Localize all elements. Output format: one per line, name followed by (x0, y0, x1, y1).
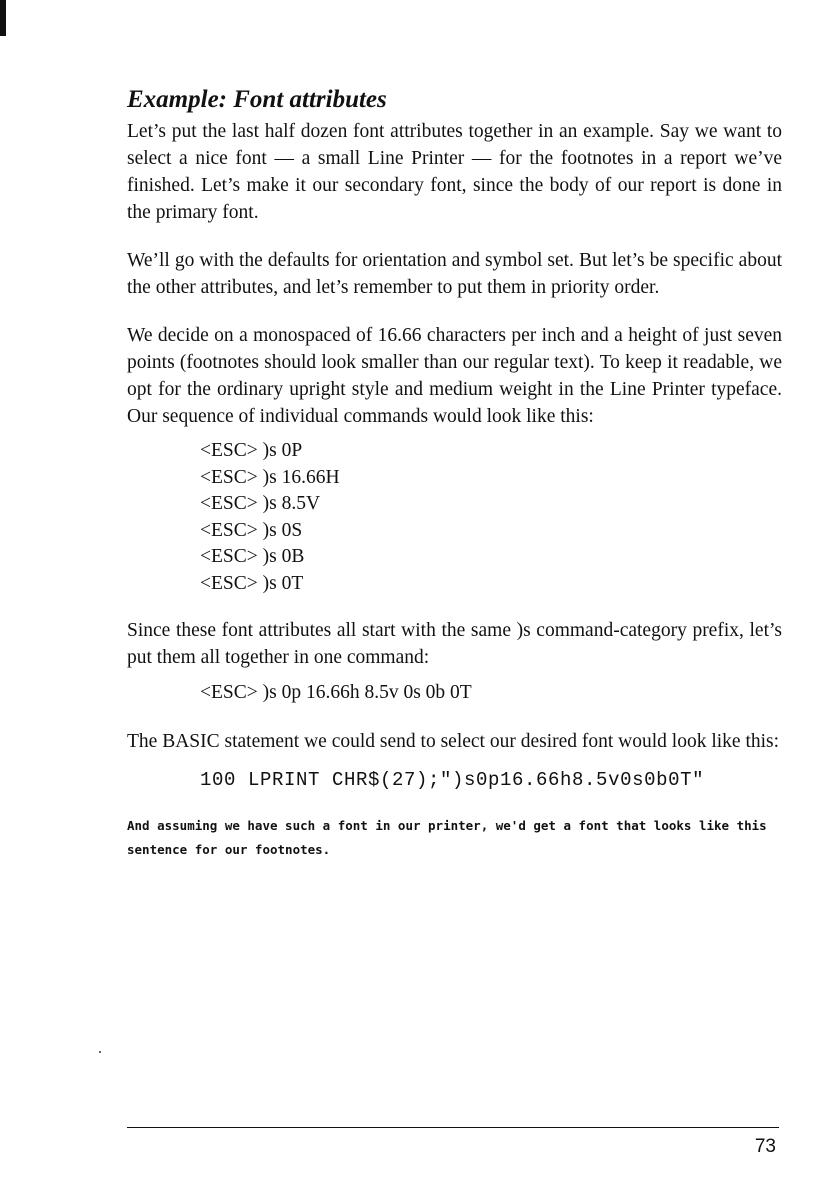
scan-edge-mark (0, 0, 6, 36)
page-content (127, 84, 782, 862)
scan-speck (99, 1051, 101, 1053)
footer-rule (127, 1127, 779, 1128)
paragraph-basic: The BASIC statement we could send to select our desired font would look like this: (127, 731, 780, 752)
combined-command: <ESC> )s 0p 16.66h 8.5v 0s 0b 0T (200, 682, 472, 703)
command-item: <ESC> )s 0P (200, 440, 303, 461)
command-item: <ESC> )s 0B (200, 546, 305, 567)
command-item: <ESC> )s 0T (200, 572, 304, 594)
page-number: 73 (754, 1136, 776, 1157)
command-item: <ESC> )s 8.5V (200, 493, 321, 514)
paragraph-combine: Since these font attributes all start with the same )s command-category prefix, let’s put them all together in one command: (127, 620, 782, 668)
section-heading: Example: Font attributes (127, 86, 387, 113)
basic-statement: 100 LPRINT CHR$(27);")s0p16.66h8.5v0s0b0T" (200, 769, 705, 791)
command-item: <ESC> )s 0S (200, 519, 303, 541)
font-sample-sentence: And assuming we have such a font in our printer, we'd get a font that looks like this sentence for our footnotes. (127, 818, 767, 857)
paragraph-intro: Let’s put the last half dozen font attributes together in an example. Say we want to select a nice font — a small Line Printer — for the footnotes in a report we’ve finished. Let’s make it our secondary font, since the body of our report is done in the primary font. (127, 121, 782, 223)
command-list (200, 438, 782, 597)
paragraph-decision: We decide on a monospaced of 16.66 characters per inch and a height of just seven points (footnotes should look smaller than our regular text). To keep it readable, we opt for the ordinary upright style and medium weight in the Line Printer typeface. Our sequence of individual commands would look like this: (127, 325, 782, 427)
paragraph-defaults: We’ll go with the defaults for orientation and symbol set. But let’s be specific about the other attributes, and let’s remember to put them in priority order. (127, 250, 782, 298)
command-item: <ESC> )s 16.66H (200, 466, 340, 488)
